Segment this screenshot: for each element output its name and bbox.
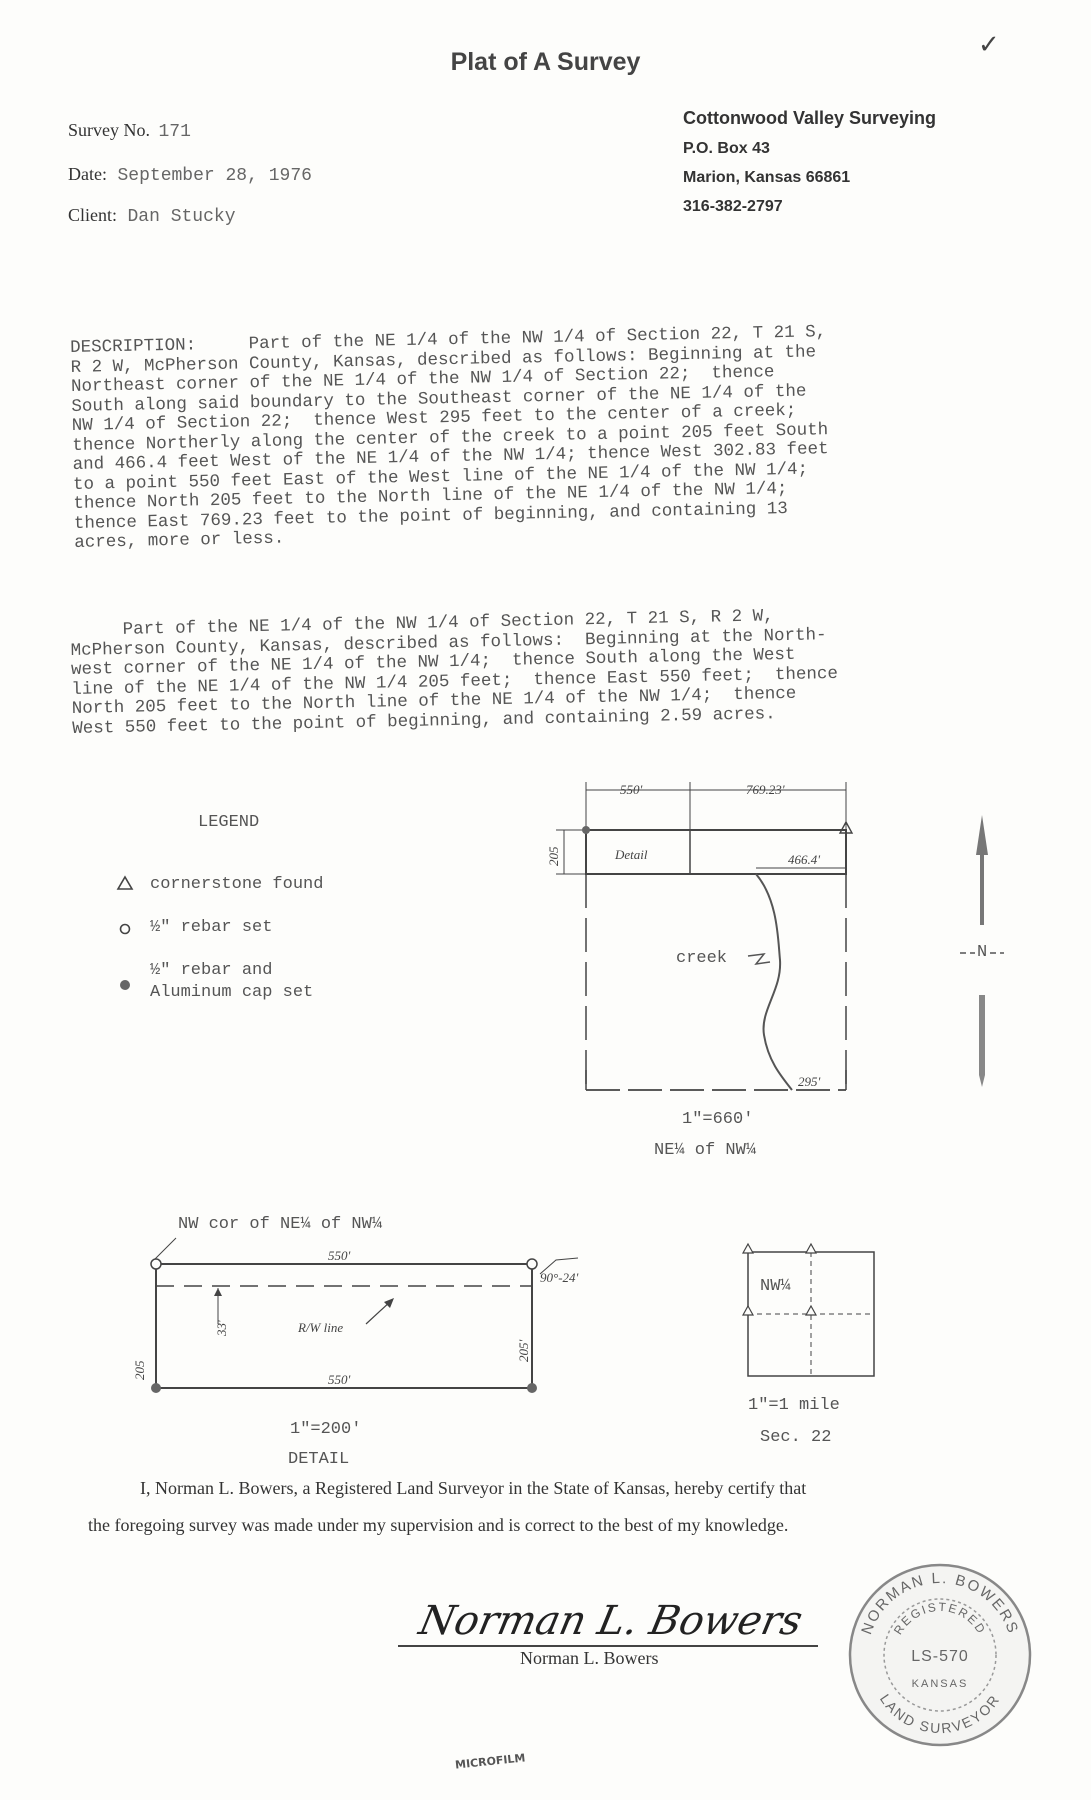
main-dim-creek-point: 466.4' bbox=[788, 852, 821, 867]
surveyor-seal bbox=[840, 1555, 1040, 1755]
detail-plat-scale: 1"=200' bbox=[290, 1420, 362, 1439]
main-plat-bottom bbox=[530, 1070, 850, 1100]
company-phone: 316-382-2797 bbox=[683, 198, 783, 215]
detail-cap-marker-icon bbox=[151, 1383, 161, 1393]
legend-item-rebar-cap-line2: Aluminum cap set bbox=[150, 983, 314, 1002]
seal-bottom-text: LAND SURVEYOR bbox=[876, 1690, 1004, 1737]
company-po-box: P.O. Box 43 bbox=[683, 140, 770, 157]
main-dim-left: 205 bbox=[546, 846, 561, 866]
main-plat-scale: 1"=660' bbox=[682, 1110, 754, 1129]
detail-dim-right: 205' bbox=[516, 1339, 531, 1362]
detail-corner-label: NW cor of NE¼ of NW¼ bbox=[178, 1215, 383, 1234]
survey-number-label: Survey No. bbox=[68, 120, 150, 140]
client-row bbox=[68, 205, 236, 227]
section-cornerstone-icon bbox=[806, 1244, 816, 1253]
main-plat-caption: NE¼ of NW¼ bbox=[654, 1141, 757, 1160]
date-label: Date: bbox=[68, 164, 107, 184]
section-plat-caption: Sec. 22 bbox=[760, 1428, 832, 1447]
detail-rebar-set-icon bbox=[527, 1259, 537, 1269]
seal-inner-text: REGISTERED bbox=[890, 1599, 990, 1638]
section-plat-scale: 1"=1 mile bbox=[748, 1396, 840, 1415]
main-creek-label: creek bbox=[676, 949, 728, 968]
main-detail-label: Detail bbox=[615, 847, 648, 862]
detail-plat-drawing bbox=[130, 1232, 590, 1402]
client-name: Dan Stucky bbox=[127, 207, 236, 227]
section-cornerstone-icon bbox=[806, 1306, 816, 1315]
main-plat-drawing bbox=[530, 770, 850, 1089]
document-title: Plat of A Survey bbox=[450, 48, 641, 76]
description-paragraph-1: DESCRIPTION: Part of the NE 1/4 of the NW 1/4 of Section 22, T 21 S, R 2 W, McPherson County, Kansas, described as follows: Beginning at the Northeast corner of the NE 1/4 of the NW 1/4 of Section 22; thence South along said boundary to the Southeast corner of the NE 1/4 of the NW 1/4 of Section 22; thence West 295 feet to the center of a creek; thence Northerly along the center of the creek to a point 205 feet South and 466.4 feet West of the NE 1/4 of the NW 1/4; thence West 302.83 feet to a point 550 feet East of the West line of the NE 1/4 of the NW 1/4; thence North 205 feet to the North line of the NE 1/4 of the NW 1/4; thence East 769.23 feet to the point of beginning, and containing 13 acres, more or less. bbox=[69, 322, 829, 553]
legend-item-cornerstone: cornerstone found bbox=[150, 875, 324, 894]
legend-item-rebar-set: ½" rebar set bbox=[150, 918, 273, 937]
seal-state: KANSAS bbox=[911, 1678, 969, 1690]
detail-dim-left: 205 bbox=[132, 1360, 147, 1380]
signature-script: Norman L. Bowers bbox=[415, 1598, 807, 1644]
section-cornerstone-icon bbox=[743, 1244, 753, 1253]
survey-date: September 28, 1976 bbox=[117, 166, 312, 186]
survey-number-row bbox=[68, 120, 191, 142]
legend-item-rebar-cap: ½" rebar and bbox=[150, 961, 273, 980]
detail-dim-row: 33' bbox=[214, 1320, 229, 1336]
company-city: Marion, Kansas 66861 bbox=[683, 169, 851, 186]
seal-number: LS-570 bbox=[911, 1648, 969, 1665]
north-label: N bbox=[977, 943, 988, 962]
main-dim-top-left: 550' bbox=[620, 782, 643, 797]
section-cornerstone-icon bbox=[743, 1306, 753, 1315]
check-mark: ✓ bbox=[978, 30, 1000, 59]
client-label: Client: bbox=[68, 205, 117, 225]
date-row bbox=[68, 164, 312, 186]
certification-line-1: I, Norman L. Bowers, a Registered Land Surveyor in the State of Kansas, hereby certify that bbox=[140, 1478, 807, 1498]
main-dim-bottom: 295' bbox=[798, 1074, 821, 1089]
legend-triangle-icon bbox=[116, 875, 134, 896]
microfilm-stamp: MICROFILM bbox=[454, 1751, 526, 1772]
survey-number: 171 bbox=[158, 122, 191, 142]
detail-dim-top: 550' bbox=[328, 1248, 351, 1263]
detail-angle: 90°-24' bbox=[540, 1270, 579, 1285]
legend-open-circle-icon bbox=[118, 922, 132, 941]
description-paragraph-2: Part of the NE 1/4 of the NW 1/4 of Section 22, T 21 S, R 2 W, McPherson County, Kansas, described as follows: Beginning at the North- west corner of the NE 1/4 of the NW 1/4; thence South along the West line of the NE 1/4 of the NW 1/4 205 feet; thence East 550 feet; thence North 205 feet to the North line of the NE 1/4 of the NW 1/4; thence West 550 feet to the point of beginning, and containing 2.59 acres. bbox=[69, 606, 839, 739]
detail-rebar-set-icon bbox=[151, 1259, 161, 1269]
detail-cap-marker-icon bbox=[527, 1383, 537, 1393]
signature-printed-name: Norman L. Bowers bbox=[520, 1648, 659, 1668]
legend-title: LEGEND bbox=[198, 813, 260, 832]
detail-plat-caption: DETAIL bbox=[288, 1450, 350, 1469]
legend-filled-circle-icon bbox=[118, 978, 132, 997]
main-cap-marker-icon bbox=[582, 826, 590, 834]
section-nw-label: NW¼ bbox=[760, 1277, 791, 1296]
section-plat-drawing bbox=[740, 1240, 890, 1385]
main-dim-top-right: 769.23' bbox=[746, 782, 785, 797]
company-name: Cottonwood Valley Surveying bbox=[683, 108, 937, 128]
certification-line-2: the foregoing survey was made under my supervision and is correct to the best of my knowledge. bbox=[88, 1515, 789, 1535]
seal-top-text: NORMAN L. BOWERS bbox=[858, 1569, 1022, 1637]
detail-row-label: R/W line bbox=[298, 1320, 344, 1335]
detail-dim-bottom: 550' bbox=[328, 1372, 351, 1387]
